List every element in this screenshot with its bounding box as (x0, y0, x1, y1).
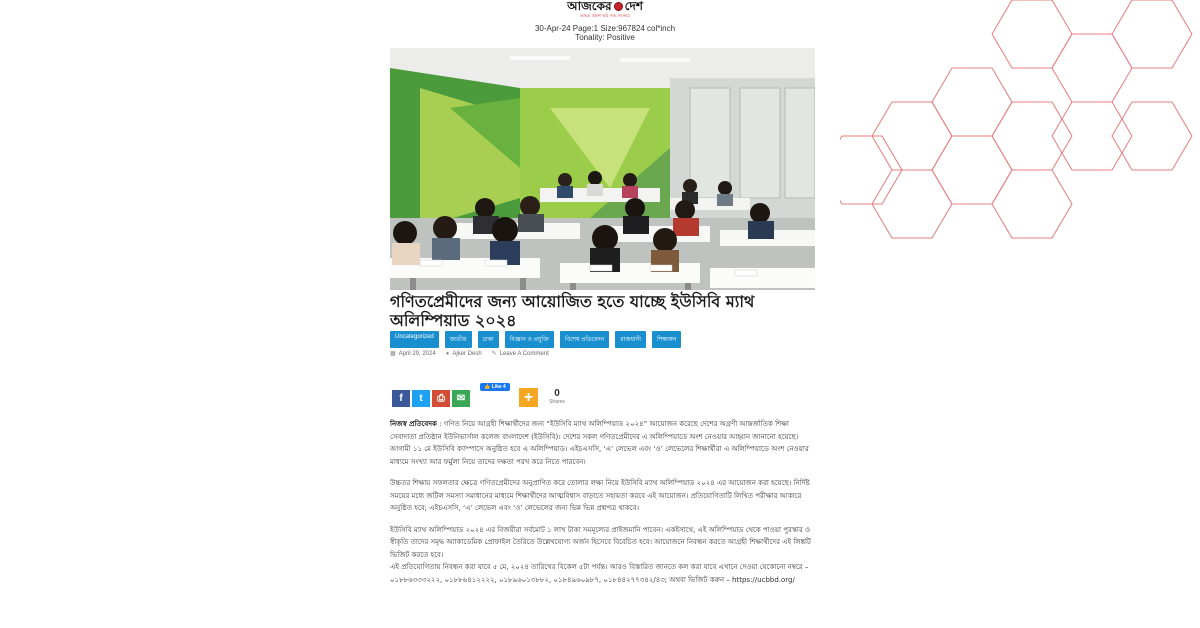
email-icon: ✉ (456, 393, 466, 404)
category-tag[interactable]: শিক্ষাঙ্গন (652, 331, 681, 348)
clip-tonality: Tonality: Positive (575, 33, 635, 42)
clipping-metadata (515, 24, 695, 42)
paragraph-4 (390, 561, 812, 586)
clip-date-size: 30-Apr-24 Page:1 Size:967824 col*inch (534, 24, 676, 33)
logo-text-left: আজকের (567, 0, 612, 13)
paragraph-3: ইউসিবি ম্যাথ অলিম্পিয়াড ২০২৪ এর বিজয়ীরা সর্বমোট ১ লাখ টাকা সমমূল্যের প্রাইজমানি পাবেন। একইসাথে, এই অলিম্পিয়াড থেকে পাওয়া পুরস্কার ও স্বীকৃতি তাদের সমৃদ্ধ অ্যাকাডেমিক প্রোফাইল তৈরিতে উল্লেখযোগ্য অর্জন হিসেবে বিবেচিত হবে। আয়োজনে নিবন্ধন করতে আগ্রহী শিক্ষার্থীদের এই লিঙ্কটি ভিজিট করতে হবে। (390, 525, 811, 559)
thumbs-up-icon: 👍 (484, 384, 491, 390)
meta-author[interactable] (446, 351, 482, 357)
category-tags (390, 331, 681, 348)
paragraph-2: উচ্চতর শিক্ষায় সফলতার ক্ষেত্রে গণিতপ্রেমীদের অনুপ্রাণিত করে তোলার লক্ষ্য নিয়ে ইউসিবি ম্যাথ অলিম্পিয়াড ২০২৪ এর আয়োজন করা হয়েছে। নির্দিষ্ট সময়ের মধ্যে জটিল সমস্যা সমাধানের মাধ্যমে শিক্ষার্থীদের আত্মবিশ্বাস বাড়াতে সহায়তা করবে এই আয়োজন। প্রতিযোগিতাটি লিখিত পরীক্ষার আকারে অনুষ্ঠিত হবে; এইচএসসি, ‘এ’ লেভেল এবং ‘ও’ লেভেলের জন্য ভিন্ন ভিন্ন প্রশ্নপত্র থাকবে। (390, 479, 810, 512)
article-photo (390, 48, 815, 290)
meta-date (390, 350, 436, 357)
facebook-like-button[interactable] (480, 383, 510, 391)
user-icon: ● (445, 350, 450, 357)
twitter-share-button[interactable] (412, 390, 430, 407)
print-icon: ⎙ (437, 393, 445, 404)
logo-tagline: আমরা প্রকাশ করি সত্য সবসময় (580, 13, 630, 18)
hexagon-pattern-decoration (840, 0, 1200, 260)
category-tag[interactable]: জাতীয় (445, 331, 472, 348)
more-share-button[interactable] (519, 388, 538, 407)
email-share-button[interactable] (452, 390, 470, 407)
share-buttons (392, 390, 470, 407)
article-meta (390, 350, 549, 357)
article-body (390, 418, 812, 586)
facebook-share-button[interactable] (392, 390, 410, 407)
leave-comment-link[interactable]: Leave A Comment (499, 350, 549, 357)
article-date: April 29, 2024 (398, 350, 436, 357)
article-headline: গণিতপ্রেমীদের জন্য আয়োজিত হতে যাচ্ছে ইউসিবি ম্যাথ অলিম্পিয়াড ২০২৪ (390, 292, 755, 330)
facebook-icon: f (399, 393, 403, 404)
share-counter (546, 388, 568, 405)
article-author[interactable]: Ajker Desh (452, 350, 482, 357)
category-tag[interactable]: Uncategorized (390, 331, 439, 348)
newspaper-masthead (560, 0, 650, 20)
twitter-icon: t (419, 393, 423, 404)
byline: নিজস্ব প্রতিবেদক (390, 420, 437, 428)
comment-icon: ✎ (491, 351, 497, 357)
byline-colon: : (436, 420, 444, 428)
plus-icon: + (523, 388, 534, 406)
logo-text-right: দেশ (624, 0, 643, 13)
calendar-icon: ▦ (390, 351, 396, 357)
print-button[interactable] (432, 390, 450, 407)
paragraph-1 (390, 418, 812, 468)
category-tag[interactable]: বিজ্ঞান ও প্রযুক্তি (505, 331, 554, 348)
newspaper-logo (560, 0, 650, 12)
logo-dot-icon (614, 2, 623, 11)
classroom-illustration (390, 48, 815, 290)
registration-link[interactable]: ucbbd.org/ (757, 575, 795, 584)
category-tag[interactable]: রাজধানী (615, 331, 646, 348)
category-tag[interactable]: বিশেষ প্রতিবেদন (560, 331, 609, 348)
paragraph-4-text: এই প্রতিযোগিতায় নিবন্ধন করা যাবে ৫ মে, ২০২৪ তারিখের বিকেল ৫টা পর্যন্ত। আরও বিস্তারিত জানতে কল করা যাবে এখানে দেওয়া যেকোনো নম্বরে – ০১৮৮৬৩৩৩২২২, ০১৮৮৬৪১২২২২, ০১৮৯৬০১৩৮৮২, ০১৮৪৯৬০৯৮৭, ০১৮৪৪২৭৭৩৪২/৪৩; অথবা ভিজিট করুন – https:// (390, 563, 809, 584)
meta-comment[interactable] (492, 350, 549, 357)
paragraph-1-text: গণিত নিয়ে আগ্রহী শিক্ষার্থীদের জন্য “ইউসিবি ম্যাথ অলিম্পিয়াড ২০২৪” আয়োজন করেছে দেশের অগ্রণী আন্তর্জাতিক শিক্ষা সেবাদাতা প্রতিষ্ঠান ইউনিভার্সাল কলেজ বাংলাদেশ (ইউসিবি)। দেশের সকল গণিতপ্রেমীদের এ অলিম্পিয়াডে অংশ নেওয়ার আহ্বান জানানো হয়েছে। আগামী ১১ মে ইউসিবি ক্যাম্পাসে অনুষ্ঠিত হবে এ অলিম্পিয়াড। এইচএসসি, ‘এ’ লেভেল এবং ‘ও’ লেভেলের শিক্ষার্থীরা এ অলিম্পিয়াডে অংশ নেওয়ার মাধ্যমে সংখ্যা আর ফর্মুলা নিয়ে তাদের দক্ষতা পরখ করে নিতে পারবেন। (390, 420, 809, 466)
share-count-number: 0 (554, 388, 560, 399)
category-tag[interactable]: ঢাকা (478, 331, 499, 348)
facebook-like-label: Like 4 (491, 384, 506, 390)
share-count-label: Shares (549, 399, 565, 405)
